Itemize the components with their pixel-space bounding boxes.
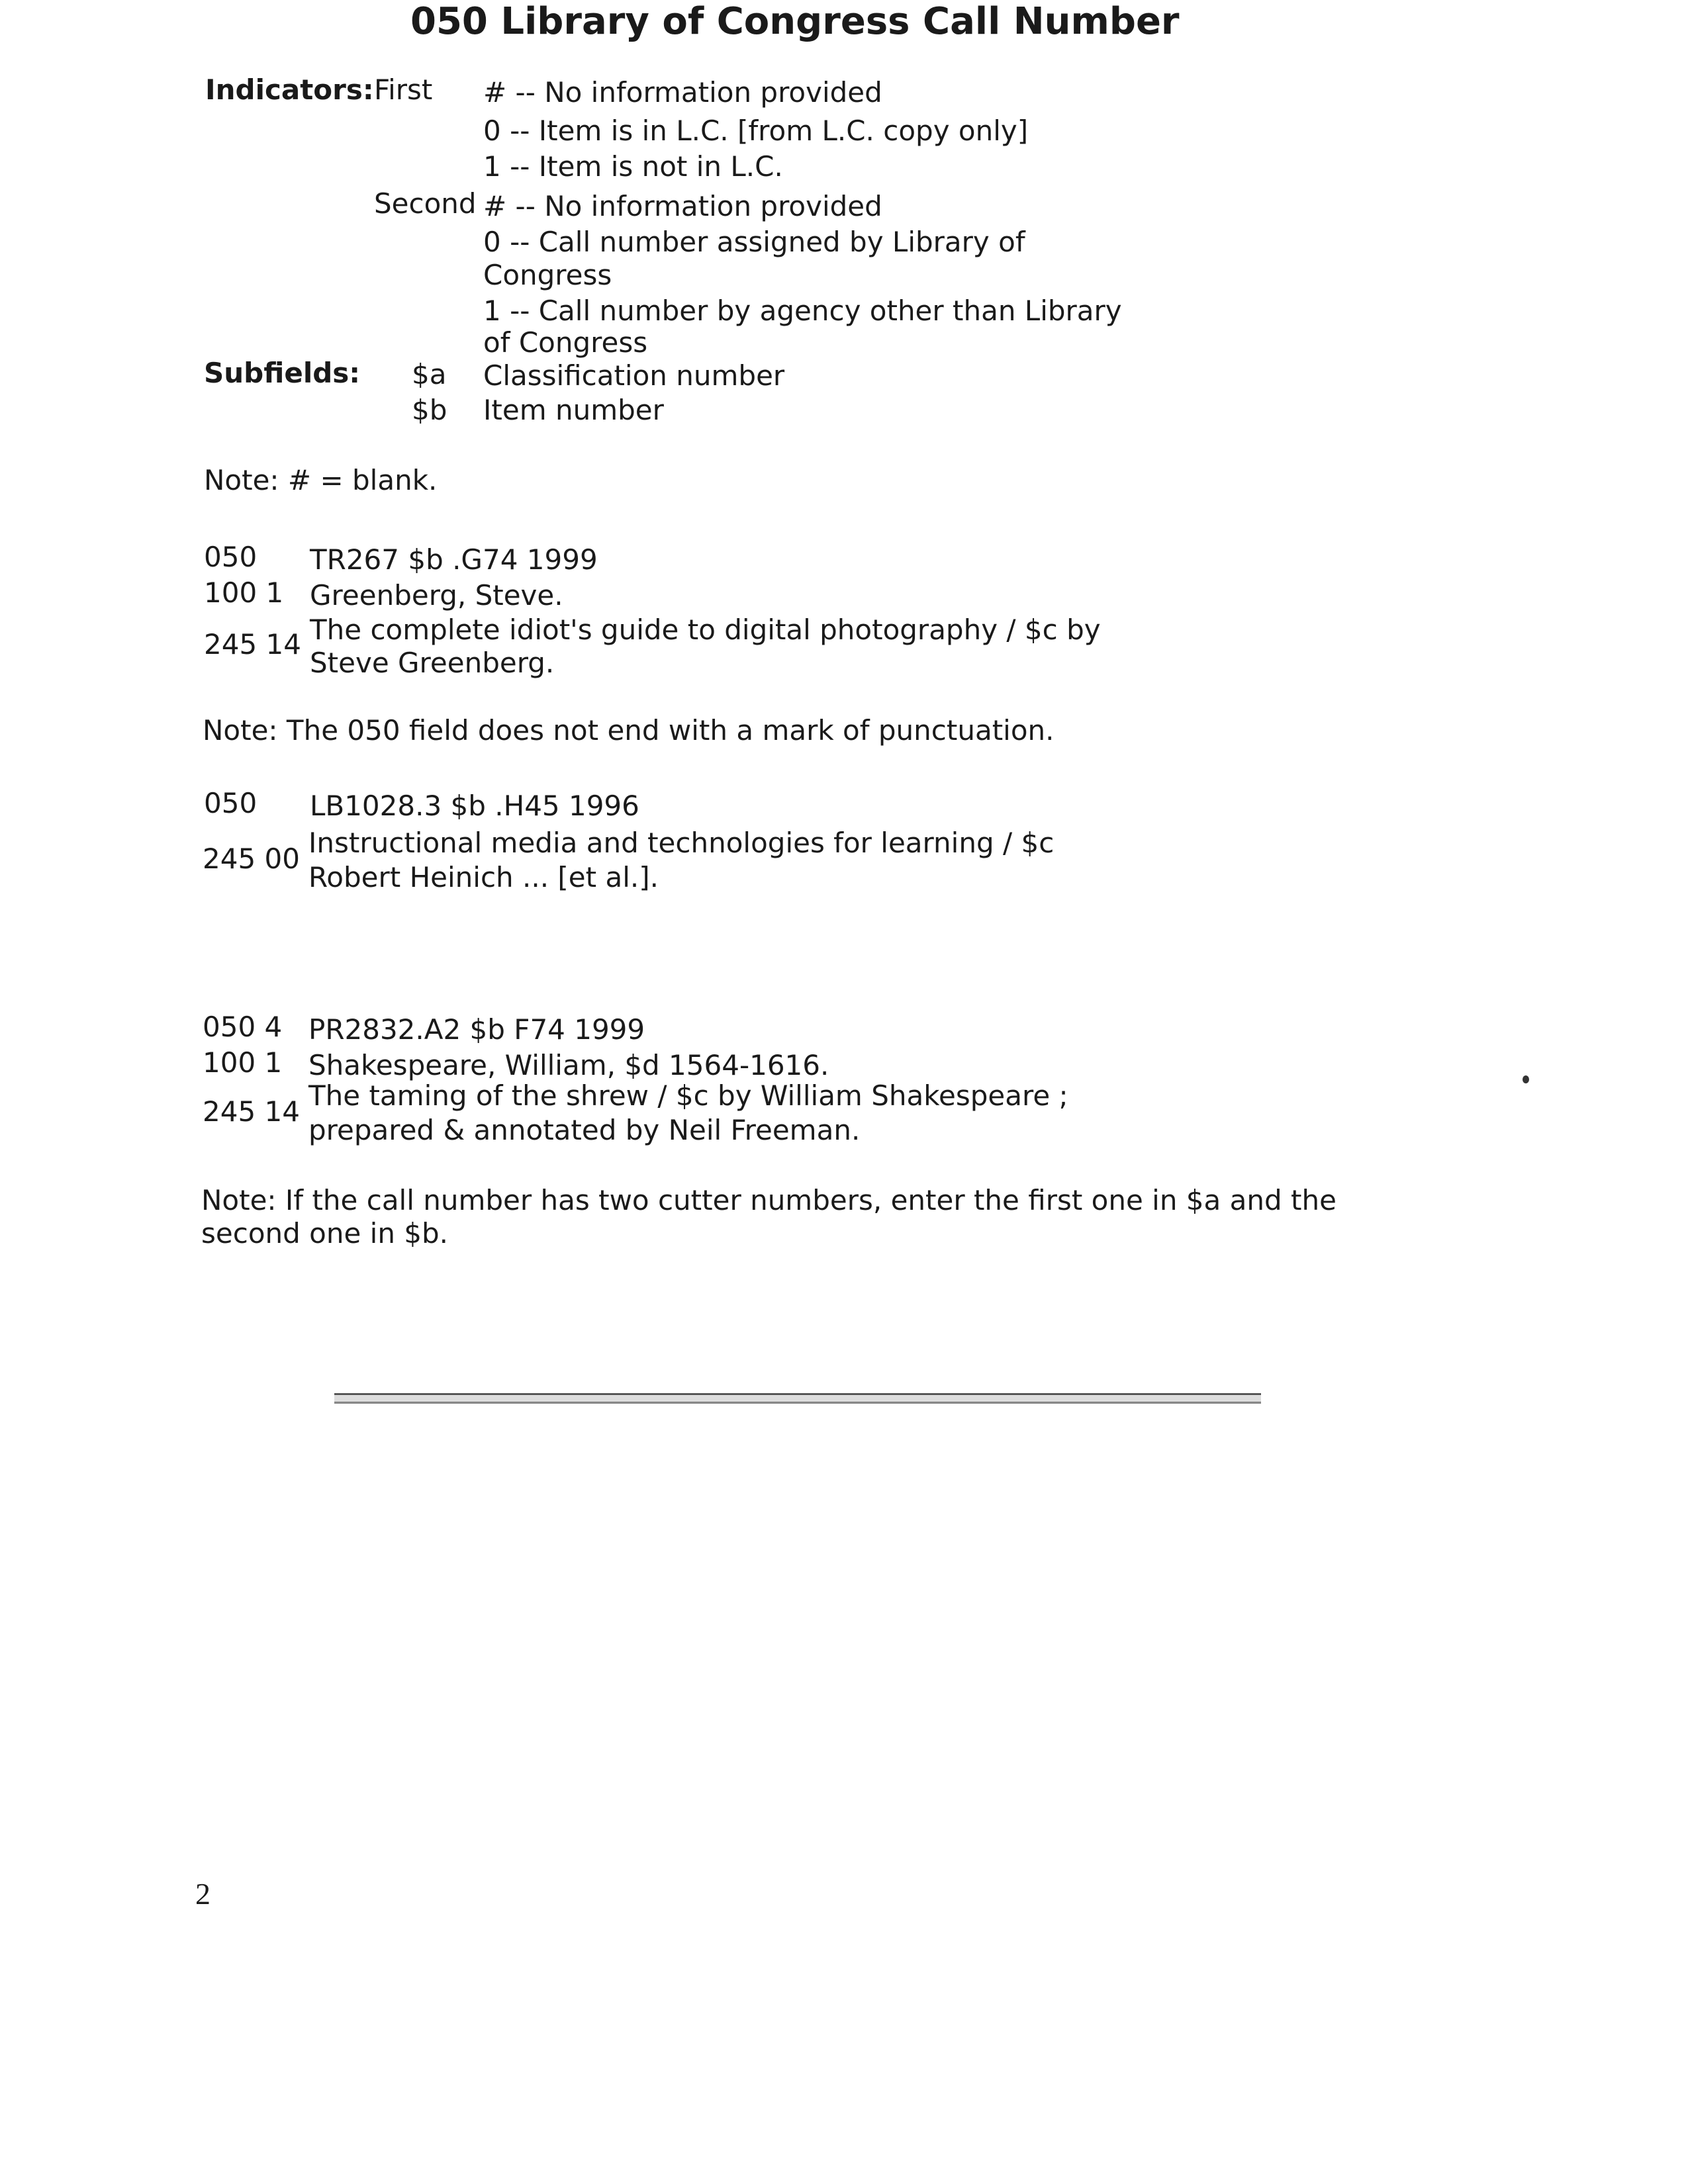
second-indicator-option-cont: Congress [483,259,612,291]
note-blank: Note: # = blank. [204,464,438,496]
subfield-code: $a [412,358,447,390]
note-punctuation: Note: The 050 field does not end with a mark of punctuation. [203,714,1055,747]
second-indicator-option: # -- No information provided [483,190,882,222]
page-title: 050 Library of Congress Call Number [410,0,1180,43]
marc-tag: 100 1 [203,1046,283,1079]
subfield-desc: Classification number [483,359,785,392]
subfields-label: Subfields: [204,357,361,389]
marc-value: The complete idiot's guide to digital photography / $c by [310,614,1101,646]
note-cutter-cont: second one in $b. [201,1217,449,1250]
indicators-label: Indicators: [205,73,374,106]
marc-tag: 050 [204,787,258,819]
marc-tag: 050 4 [203,1011,283,1043]
first-indicator-option: 0 -- Item is in L.C. [from L.C. copy only] [483,114,1029,147]
second-indicator-label: Second [374,187,477,220]
page-number: 2 [195,1877,211,1911]
subfield-desc: Item number [483,394,664,426]
second-indicator-option-cont: of Congress [483,326,648,359]
marc-tag: 245 14 [204,628,301,660]
marc-tag: 100 1 [204,576,284,609]
horizontal-rule [334,1393,1261,1404]
marc-value: TR267 $b .G74 1999 [310,543,598,576]
marc-value: Instructional media and technologies for learning / $c [308,827,1055,859]
note-cutter: Note: If the call number has two cutter numbers, enter the first one in $a and the [201,1184,1336,1216]
marc-value: The taming of the shrew / $c by William Shakespeare ; [308,1079,1068,1112]
marc-tag: 245 00 [203,842,300,875]
marc-value: Robert Heinich ... [et al.]. [308,861,659,893]
first-indicator-option: 1 -- Item is not in L.C. [483,150,783,183]
marc-value: prepared & annotated by Neil Freeman. [308,1114,861,1146]
subfield-code: $b [412,394,447,426]
scan-speck [1523,1075,1529,1083]
marc-value: Steve Greenberg. [310,647,555,679]
marc-value: Shakespeare, William, $d 1564-1616. [308,1049,829,1081]
first-indicator-label: First [374,73,433,106]
second-indicator-option: 1 -- Call number by agency other than Library [483,295,1122,327]
second-indicator-option: 0 -- Call number assigned by Library of [483,226,1025,258]
marc-value: Greenberg, Steve. [310,579,563,612]
marc-tag: 050 [204,541,258,573]
first-indicator-option: # -- No information provided [483,76,882,109]
marc-value: LB1028.3 $b .H45 1996 [310,790,639,822]
marc-tag: 245 14 [203,1095,300,1128]
marc-value: PR2832.A2 $b F74 1999 [308,1013,645,1046]
